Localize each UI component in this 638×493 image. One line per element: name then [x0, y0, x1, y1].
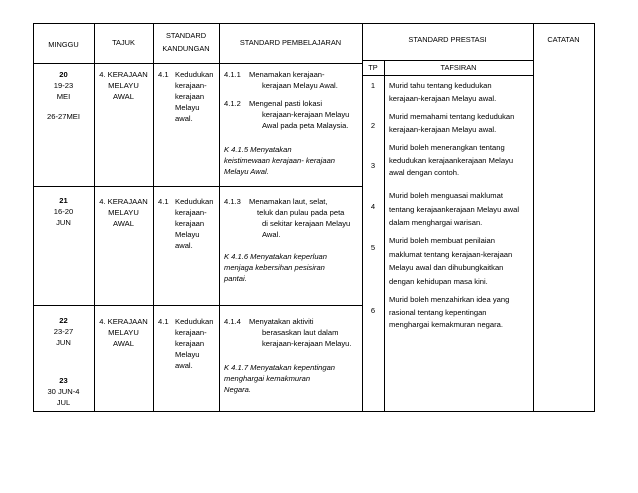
header-tafsiran: TAFSIRAN: [440, 63, 477, 72]
sp-number: 4.1.1: [224, 70, 241, 79]
border-prestasi-catatan: [533, 23, 534, 412]
border-row2-bottom: [33, 305, 362, 306]
tp-number: 4: [370, 202, 376, 211]
minggu-number: 23: [59, 376, 68, 385]
sp-text: di sekitar kerajaan Melayu: [262, 219, 351, 228]
tafsiran-text: Murid boleh membuat penilaian: [389, 236, 495, 245]
tp-number: 1: [370, 81, 376, 90]
tajuk-text: MELAYU: [108, 81, 139, 90]
sp-text: kerajaan Melayu Awal.: [262, 81, 338, 90]
sp-number: 4.1.4: [224, 317, 241, 326]
minggu-number: 21: [59, 196, 68, 205]
sk-number: 4.1: [158, 70, 169, 79]
header-tp: TP: [368, 63, 378, 72]
sk-text: awal.: [175, 114, 193, 123]
tafsiran-text: dengan kehidupan masa kini.: [389, 277, 488, 286]
tp-number: 3: [370, 161, 376, 170]
border-prestasi-header: [362, 60, 533, 61]
sk-text: kerajaan: [175, 339, 205, 348]
tafsiran-text: Murid boleh menzahirkan idea yang: [389, 295, 510, 304]
header-tajuk: TAJUK: [112, 38, 135, 47]
header-standard-kandungan-2: KANDUNGAN: [162, 44, 210, 53]
header-minggu: MINGGU: [48, 40, 79, 49]
k-text: menjaga kebersihan pesisiran: [224, 263, 325, 272]
tajuk-text: AWAL: [113, 219, 134, 228]
border-tp-tafsiran: [384, 60, 385, 412]
tafsiran-text: dalam menghargai warisan.: [389, 218, 483, 227]
sp-text: teluk dan pulau pada peta: [257, 208, 345, 217]
minggu-month: JUN: [56, 218, 71, 227]
tajuk-text: 4. KERAJAAN: [99, 317, 148, 326]
tp-number: 2: [370, 121, 376, 130]
tajuk-text: MELAYU: [108, 208, 139, 217]
header-catatan: CATATAN: [547, 35, 580, 44]
minggu-month: JUL: [56, 398, 71, 407]
border-row1-bottom: [33, 186, 362, 187]
tafsiran-text: menghargai kemakmuran negara.: [389, 320, 503, 329]
sk-text: awal.: [175, 241, 193, 250]
sk-text: Melayu: [175, 230, 200, 239]
k-text: keistimewaan kerajaan- kerajaan: [224, 156, 336, 165]
minggu-number: 22: [59, 316, 68, 325]
k-text: K 4.1.6 Menyatakan keperluan: [224, 252, 328, 261]
tp-number: 5: [370, 243, 376, 252]
border-top: [33, 23, 595, 24]
tafsiran-text: rasional tentang kepentingan: [389, 308, 487, 317]
tajuk-text: 4. KERAJAAN: [99, 70, 148, 79]
sp-text: Awal pada peta Malaysia.: [262, 121, 349, 130]
border-bottom: [33, 411, 595, 412]
sk-text: kerajaan: [175, 92, 205, 101]
sp-text: Menamakan laut, selat,: [249, 197, 328, 206]
sk-text: awal.: [175, 361, 193, 370]
tafsiran-text: maklumat tentang kerajaan-kerajaan: [389, 250, 513, 259]
header-standard-pembelajaran: STANDARD PEMBELAJARAN: [239, 38, 342, 47]
sk-text: kerajaan-: [175, 328, 207, 337]
sk-text: kerajaan-: [175, 208, 207, 217]
minggu-month: JUN: [56, 338, 71, 347]
minggu-date: 26-27MEI: [47, 112, 80, 121]
tafsiran-text: awal dengan contoh.: [389, 168, 460, 177]
k-text: Melayu Awal.: [224, 167, 269, 176]
minggu-date: 23-27: [53, 327, 74, 336]
k-text: menghargai kemakmuran: [224, 374, 311, 383]
sp-text: Mengenal pasti lokasi: [249, 99, 323, 108]
sk-text: Melayu: [175, 350, 200, 359]
sk-number: 4.1: [158, 317, 169, 326]
tafsiran-text: tentang kerajaankerajaan Melayu awal: [389, 205, 520, 214]
minggu-date: 30 JUN-4: [47, 387, 80, 396]
tafsiran-text: kerajaan-kerajaan Melayu awal.: [389, 94, 497, 103]
tafsiran-text: Murid boleh menerangkan tentang: [389, 143, 505, 152]
tafsiran-text: kedudukan kerajaankerajaan Melayu: [389, 156, 514, 165]
sk-text: Melayu: [175, 103, 200, 112]
k-text: Negara.: [224, 385, 252, 394]
sp-text: Menyatakan aktiviti: [249, 317, 314, 326]
sp-text: kerajaan-kerajaan Melayu: [262, 110, 350, 119]
tafsiran-text: Murid tahu tentang kedudukan: [389, 81, 492, 90]
sk-text: Kedudukan: [175, 70, 214, 79]
sp-text: berasaskan laut dalam: [262, 328, 339, 337]
tajuk-text: MELAYU: [108, 328, 139, 337]
header-standard-prestasi: STANDARD PRESTASI: [408, 35, 487, 44]
sk-text: kerajaan: [175, 219, 205, 228]
tp-number: 6: [370, 306, 376, 315]
k-text: K 4.1.7 Menyatakan kepentingan: [224, 363, 336, 372]
k-text: K 4.1.5 Menyatakan: [224, 145, 292, 154]
border-tp-header: [362, 75, 533, 76]
border-right: [594, 23, 595, 412]
sk-number: 4.1: [158, 197, 169, 206]
border-header-bottom: [33, 63, 362, 64]
minggu-date: 19-23: [53, 81, 74, 90]
tafsiran-text: kerajaan-kerajaan Melayu awal.: [389, 125, 497, 134]
minggu-month: MEI: [56, 92, 71, 101]
tafsiran-text: Melayu awal dan dihubungkaitkan: [389, 263, 504, 272]
border-tajuk-sk: [153, 23, 154, 412]
tajuk-text: AWAL: [113, 92, 134, 101]
minggu-date: 16-20: [53, 207, 74, 216]
k-text: pantai.: [224, 274, 247, 283]
tajuk-text: AWAL: [113, 339, 134, 348]
header-standard-kandungan-1: STANDARD: [165, 31, 207, 40]
sk-text: Kedudukan: [175, 197, 214, 206]
sp-text: Menamakan kerajaan-: [249, 70, 325, 79]
sp-number: 4.1.3: [224, 197, 241, 206]
sp-text: kerajaan-kerajaan Melayu.: [262, 339, 352, 348]
minggu-number: 20: [59, 70, 68, 79]
sk-text: kerajaan-: [175, 81, 207, 90]
tafsiran-text: Murid memahami tentang kedudukan: [389, 112, 515, 121]
border-sk-sp: [219, 23, 220, 412]
tajuk-text: 4. KERAJAAN: [99, 197, 148, 206]
tafsiran-text: Murid boleh menguasai maklumat: [389, 191, 503, 200]
sp-number: 4.1.2: [224, 99, 241, 108]
sk-text: Kedudukan: [175, 317, 214, 326]
sp-text: Awal.: [262, 230, 281, 239]
